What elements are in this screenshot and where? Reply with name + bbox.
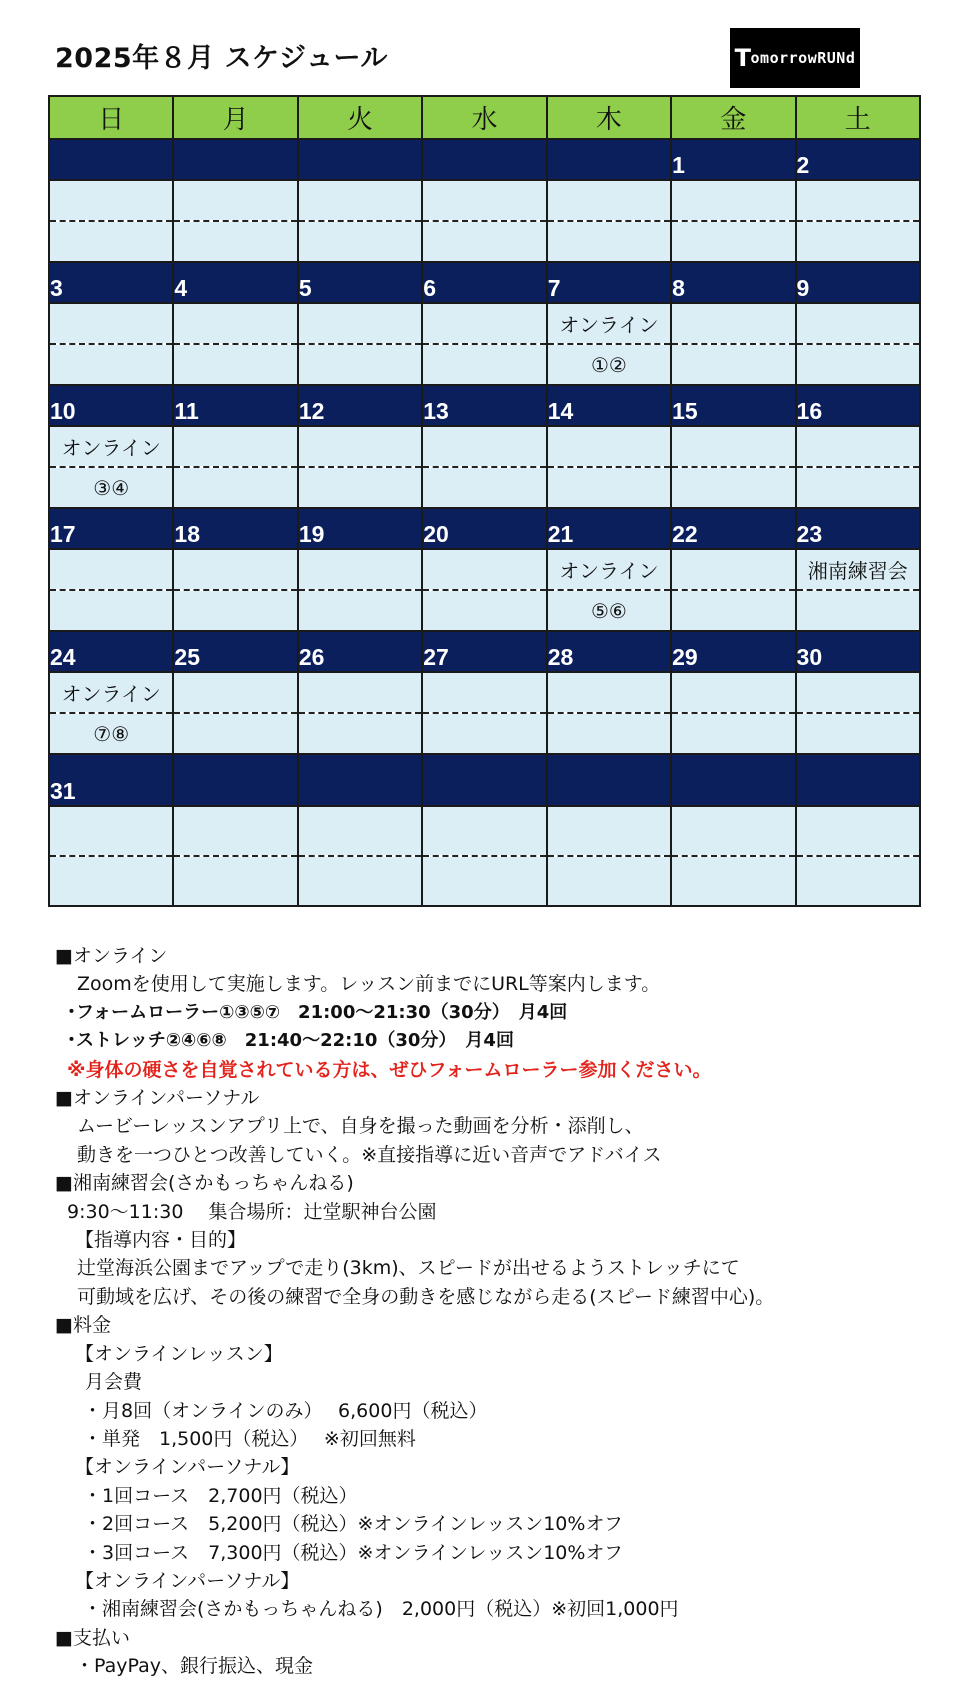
event-slot-top — [173, 180, 297, 221]
event-slot-top — [671, 549, 795, 590]
weekday-tue: 火 — [298, 96, 422, 139]
date-number: 26 — [298, 631, 422, 672]
event-slot-bottom — [173, 221, 297, 262]
event-slot-bottom — [173, 856, 297, 906]
week-3-date-row — [49, 385, 920, 426]
fee-heading: ■料金 — [55, 1314, 111, 1337]
event-slot-bottom — [547, 467, 671, 508]
week-2-slot-row-1 — [49, 303, 920, 344]
event-slot-top — [49, 180, 173, 221]
event-slot-bottom — [49, 856, 173, 906]
week-2-slot-row-2 — [49, 344, 920, 385]
info-section — [55, 942, 935, 1681]
foam-roller-schedule: ･フォームローラー①③⑤⑦ 21:00～21:30（30分） 月4回 — [67, 1001, 568, 1023]
event-slot-top — [671, 806, 795, 856]
date-number: 13 — [422, 385, 546, 426]
date-number: 17 — [49, 508, 173, 549]
event-slot-top — [173, 672, 297, 713]
weekday-wed: 水 — [422, 96, 546, 139]
fee-monthly-label: 月会費 — [85, 1371, 143, 1394]
event-slot-bottom — [671, 344, 795, 385]
event-slot-top — [298, 303, 422, 344]
event-slot-top — [796, 180, 920, 221]
date-number: 14 — [547, 385, 671, 426]
personal-description-2: 動きを一つひとつ改善していく。※直接指導に近い音声でアドバイス — [77, 1143, 662, 1166]
event-slot-bottom — [298, 590, 422, 631]
week-1-slot-row-2 — [49, 221, 920, 262]
shonan-time-place: 9:30～11:30 集合場所：辻堂駅神台公園 — [67, 1200, 437, 1223]
event-slot-bottom — [422, 467, 546, 508]
event-slot-bottom — [796, 221, 920, 262]
shonan-heading: ■湘南練習会(さかもっちゃんねる) — [55, 1172, 354, 1195]
event-slot-top — [298, 180, 422, 221]
weekday-sat: 土 — [796, 96, 920, 139]
date-number: 22 — [671, 508, 795, 549]
calendar-body — [49, 139, 920, 906]
fee-personal-1: ・1回コース 2,700円（税込） — [83, 1484, 358, 1507]
date-number — [547, 139, 671, 180]
event-slot-top — [173, 549, 297, 590]
event-slot-top — [422, 180, 546, 221]
event-slot-top — [49, 806, 173, 856]
page-title: 2025年８月 スケジュール — [55, 43, 388, 74]
event-slot-bottom — [671, 856, 795, 906]
event-slot-top — [49, 303, 173, 344]
event-slot-bottom: ⑦⑧ — [49, 713, 173, 754]
event-slot-bottom — [422, 590, 546, 631]
week-2-date-row — [49, 262, 920, 303]
weekday-header-row — [49, 96, 920, 139]
date-number: 1 — [671, 139, 795, 180]
date-number: 10 — [49, 385, 173, 426]
event-slot-top: オンライン — [547, 303, 671, 344]
date-number: 3 — [49, 262, 173, 303]
week-5-date-row — [49, 631, 920, 672]
shonan-purpose-2: 可動域を広げ、その後の練習で全身の動きを感じながら走る(スピード練習中心)。 — [77, 1285, 775, 1308]
week-3-slot-row-1 — [49, 426, 920, 467]
week-5-slot-row-1 — [49, 672, 920, 713]
event-slot-top — [173, 303, 297, 344]
fee-monthly-8: ・月8回（オンラインのみ） 6,600円（税込） — [83, 1399, 488, 1422]
event-slot-top — [671, 672, 795, 713]
date-number: 31 — [49, 754, 173, 806]
event-slot-bottom — [547, 221, 671, 262]
fee-shonan: ・湘南練習会(さかもっちゃんねる) 2,000円（税込）※初回1,000円 — [83, 1598, 679, 1621]
event-slot-bottom — [173, 344, 297, 385]
date-number: 11 — [173, 385, 297, 426]
date-number — [671, 754, 795, 806]
event-slot-top — [298, 672, 422, 713]
event-slot-bottom — [671, 467, 795, 508]
week-4-slot-row-2 — [49, 590, 920, 631]
date-number: 6 — [422, 262, 546, 303]
date-number: 18 — [173, 508, 297, 549]
date-number — [49, 139, 173, 180]
event-slot-bottom — [671, 590, 795, 631]
event-slot-bottom — [796, 344, 920, 385]
stretch-schedule: ･ストレッチ②④⑥⑧ 21:40～22:10（30分） 月4回 — [67, 1030, 514, 1052]
event-slot-top: オンライン — [49, 672, 173, 713]
shonan-purpose-1: 辻堂海浜公園までアップで走り(3km)、スピードが出せるようストレッチにて — [77, 1257, 740, 1280]
weekday-fri: 金 — [671, 96, 795, 139]
date-number — [173, 754, 297, 806]
event-slot-top — [422, 303, 546, 344]
event-slot-bottom — [422, 856, 546, 906]
event-slot-top — [547, 180, 671, 221]
payment-heading: ■支払い — [55, 1626, 130, 1649]
week-1-date-row — [49, 139, 920, 180]
event-slot-top — [422, 806, 546, 856]
event-slot-top — [173, 806, 297, 856]
weekday-mon: 月 — [173, 96, 297, 139]
event-slot-bottom — [796, 856, 920, 906]
fee-single: ・単発 1,500円（税込） ※初回無料 — [83, 1427, 416, 1450]
event-slot-bottom — [298, 856, 422, 906]
week-3-slot-row-2 — [49, 467, 920, 508]
notice-text: ※身体の硬さを自覚されている方は、ぜひフォームローラー参加ください。 — [67, 1058, 712, 1081]
date-number — [173, 139, 297, 180]
event-slot-top — [796, 303, 920, 344]
event-slot-top — [671, 303, 795, 344]
fee-personal-heading-2: 【オンラインパーソナル】 — [75, 1569, 300, 1592]
event-slot-top — [547, 806, 671, 856]
event-slot-bottom — [173, 713, 297, 754]
event-slot-bottom — [796, 713, 920, 754]
event-slot-bottom — [796, 590, 920, 631]
date-number: 28 — [547, 631, 671, 672]
event-slot-bottom — [49, 221, 173, 262]
personal-description-1: ムービーレッスンアプリ上で、自身を撮った動画を分析・添削し、 — [77, 1115, 644, 1138]
event-slot-top — [796, 426, 920, 467]
payment-methods: ・PayPay、銀行振込、現金 — [75, 1655, 313, 1678]
date-number: 2 — [796, 139, 920, 180]
schedule-calendar — [48, 95, 921, 907]
date-number: 16 — [796, 385, 920, 426]
event-slot-top — [422, 672, 546, 713]
event-slot-bottom: ⑤⑥ — [547, 590, 671, 631]
event-slot-bottom — [49, 344, 173, 385]
event-slot-top — [547, 672, 671, 713]
event-slot-top — [298, 426, 422, 467]
event-slot-bottom: ①② — [547, 344, 671, 385]
date-number — [796, 754, 920, 806]
date-number: 24 — [49, 631, 173, 672]
date-number: 4 — [173, 262, 297, 303]
weekday-sun: 日 — [49, 96, 173, 139]
shonan-purpose-heading: 【指導内容・目的】 — [75, 1229, 247, 1252]
event-slot-top: オンライン — [547, 549, 671, 590]
event-slot-bottom — [547, 856, 671, 906]
date-number: 21 — [547, 508, 671, 549]
week-6-slot-row-2 — [49, 856, 920, 906]
event-slot-top — [671, 180, 795, 221]
week-4-slot-row-1 — [49, 549, 920, 590]
date-number: 19 — [298, 508, 422, 549]
fee-online-heading: 【オンラインレッスン】 — [75, 1342, 283, 1365]
online-heading: ■オンライン — [55, 945, 168, 967]
event-slot-bottom: ③④ — [49, 467, 173, 508]
event-slot-bottom — [547, 713, 671, 754]
event-slot-bottom — [298, 713, 422, 754]
date-number: 9 — [796, 262, 920, 303]
fee-personal-heading: 【オンラインパーソナル】 — [75, 1456, 300, 1479]
event-slot-bottom — [671, 221, 795, 262]
date-number — [547, 754, 671, 806]
event-slot-top: 湘南練習会 — [796, 549, 920, 590]
event-slot-bottom — [49, 590, 173, 631]
week-6-slot-row-1 — [49, 806, 920, 856]
event-slot-top — [422, 426, 546, 467]
week-1-slot-row-1 — [49, 180, 920, 221]
event-slot-top — [547, 426, 671, 467]
date-number: 29 — [671, 631, 795, 672]
event-slot-bottom — [173, 590, 297, 631]
weekday-thu: 木 — [547, 96, 671, 139]
date-number — [422, 139, 546, 180]
event-slot-top — [298, 806, 422, 856]
personal-heading: ■オンラインパーソナル — [55, 1087, 260, 1110]
date-number: 25 — [173, 631, 297, 672]
event-slot-top — [173, 426, 297, 467]
date-number: 27 — [422, 631, 546, 672]
date-number: 23 — [796, 508, 920, 549]
event-slot-bottom — [298, 221, 422, 262]
date-number: 12 — [298, 385, 422, 426]
fee-personal-2: ・2回コース 5,200円（税込）※オンラインレッスン10%オフ — [83, 1513, 623, 1536]
event-slot-top — [671, 426, 795, 467]
date-number: 5 — [298, 262, 422, 303]
event-slot-bottom — [422, 221, 546, 262]
event-slot-bottom — [298, 467, 422, 508]
date-number — [298, 754, 422, 806]
event-slot-top — [796, 806, 920, 856]
event-slot-bottom — [671, 713, 795, 754]
fee-personal-3: ・3回コース 7,300円（税込）※オンラインレッスン10%オフ — [83, 1541, 623, 1564]
event-slot-top — [796, 672, 920, 713]
event-slot-top: オンライン — [49, 426, 173, 467]
date-number: 30 — [796, 631, 920, 672]
date-number: 7 — [547, 262, 671, 303]
event-slot-bottom — [796, 467, 920, 508]
week-4-date-row — [49, 508, 920, 549]
event-slot-top — [298, 549, 422, 590]
week-6-date-row — [49, 754, 920, 806]
date-number — [298, 139, 422, 180]
event-slot-top — [422, 549, 546, 590]
date-number — [422, 754, 546, 806]
online-description: Zoomを使用して実施します。レッスン前までにURL等案内します。 — [77, 973, 661, 996]
week-5-slot-row-2 — [49, 713, 920, 754]
date-number: 15 — [671, 385, 795, 426]
date-number: 20 — [422, 508, 546, 549]
event-slot-top — [49, 549, 173, 590]
event-slot-bottom — [422, 713, 546, 754]
event-slot-bottom — [298, 344, 422, 385]
date-number: 8 — [671, 262, 795, 303]
brand-logo — [730, 28, 860, 88]
event-slot-bottom — [422, 344, 546, 385]
event-slot-bottom — [173, 467, 297, 508]
brand-logo-wordmark: T omorrowRUNd — [734, 44, 856, 72]
